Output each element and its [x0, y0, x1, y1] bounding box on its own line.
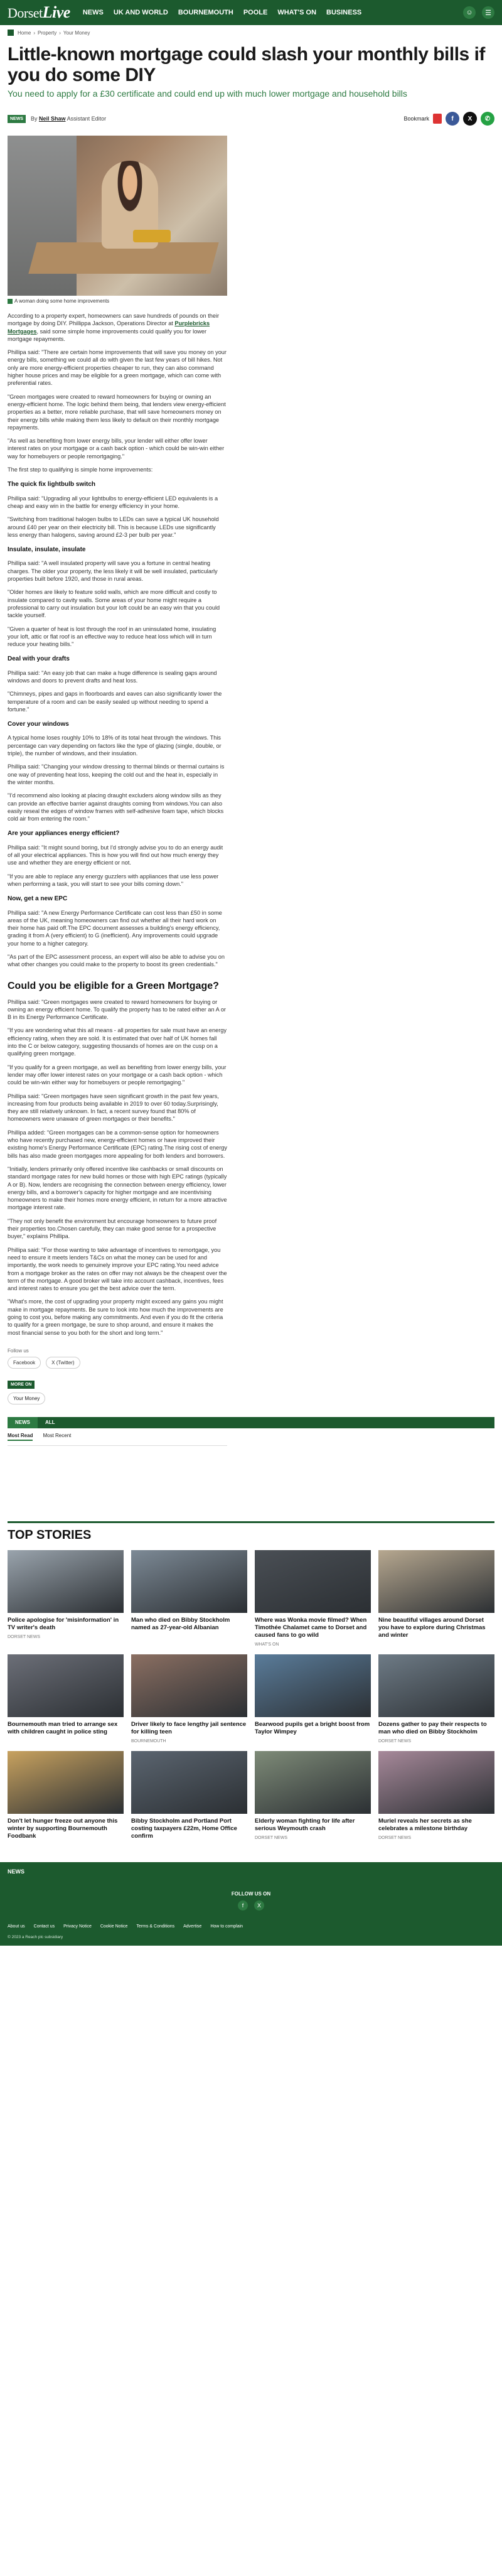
breadcrumb-sep: › [59, 30, 61, 36]
footer-link[interactable]: How to complain [210, 1924, 243, 1929]
tab-all[interactable]: ALL [45, 1419, 55, 1425]
story-card[interactable] [378, 1550, 494, 1647]
paragraph: The first step to qualifying is simple home improvements: [8, 466, 153, 473]
image-caption: A woman doing some home improvements [8, 296, 227, 306]
footer-link[interactable]: Privacy Notice [63, 1924, 92, 1929]
site-header [0, 0, 502, 25]
article-title: Little-known mortgage could slash your monthly bills if you do some DIY [8, 44, 485, 85]
paragraph: Phillipa added: "Green mortgages can be a common-sense option for homeowners who have recently purchased new, energy-efficient homes or have improved their existing home's Energy Performance Certificate (EPC) rating.The rising cost of energy bills has also made green mortgages more appealing for both lenders and borrowers. [8, 1129, 228, 1159]
author-role: Assistant Editor [67, 116, 107, 122]
story-card[interactable] [378, 1654, 494, 1743]
paragraph: "Switching from traditional halogen bulbs to LEDs can save a typical UK household around £40 per year on their electricity bill. This is because LEDs use significantly less energy than halogens, saving around £2-3 per bulb per year." [8, 516, 219, 538]
x-share-icon[interactable]: X [463, 112, 477, 126]
breadcrumb-property[interactable]: Property [38, 30, 57, 36]
story-source: DORSET NEWS [378, 1835, 411, 1840]
tab-most-recent[interactable]: Most Recent [43, 1432, 72, 1438]
footer-links [8, 1924, 494, 1929]
story-thumbnail[interactable] [378, 1654, 494, 1717]
user-icon[interactable]: ☺ [463, 6, 476, 19]
tab-news[interactable]: NEWS [8, 1417, 38, 1428]
story-card[interactable] [131, 1550, 247, 1647]
copyright: © 2023 a Reach plc subsidiary [8, 1934, 63, 1939]
story-source: DORSET NEWS [8, 1634, 40, 1639]
story-title[interactable]: Nine beautiful villages around Dorset you have to explore during Christmas and winter [378, 1616, 486, 1639]
section-heading: Are your appliances energy efficient? [8, 830, 120, 838]
author-info [31, 116, 403, 122]
topic-tag[interactable]: Your Money [8, 1393, 45, 1404]
story-title[interactable]: Bibby Stockholm and Portland Port costing taxpayers £22m, Home Office confirm [131, 1817, 237, 1840]
story-title[interactable]: Elderly woman fighting for life after serious Weymouth crash [255, 1817, 355, 1832]
paragraph: "Older homes are likely to feature solid walls, which are more difficult and costly to insulate compared to cavity walls. Some areas of your home might require a professional to carry out insulation but your loft could be an easy win that you could tackle yourself. [8, 589, 220, 619]
paragraph: Phillipa said: "Upgrading all your lightbulbs to energy-efficient LED equivalents is a cheap and easy win in the battle for energy efficiency in your home. [8, 495, 218, 509]
story-card[interactable] [255, 1654, 371, 1743]
paragraph: "I'd recommend also looking at placing draught excluders along window sills as they can provide an effective barrier against draughts coming from windows.You can also easily reseal the edges of window frames with self-adhesive foam tape, which blocks cold air from entering the room." [8, 792, 224, 822]
nav-item-uk-world[interactable]: UK AND WORLD [113, 9, 168, 16]
story-thumbnail[interactable] [255, 1751, 371, 1814]
facebook-icon[interactable]: f [238, 1900, 248, 1910]
paragraph: "If you qualify for a green mortgage, as well as benefiting from lower energy bills, your lender may offer lower interest rates on your mortgage or a cash back option - which could be win-win either way for homebuyers or people remortgaging." [8, 1064, 227, 1086]
breadcrumb-home[interactable]: Home [18, 30, 31, 36]
article-subtitle: You need to apply for a £30 certificate and could end up with much lower mortgage and household bills [8, 89, 407, 99]
follow-label: Follow us [8, 1347, 29, 1354]
site-footer [0, 1862, 502, 1946]
facebook-share-icon[interactable]: f [446, 112, 459, 126]
section-heading: The quick fix lightbulb switch [8, 481, 96, 488]
breadcrumb-sep: › [33, 30, 36, 36]
footer-link[interactable]: Terms & Conditions [136, 1924, 175, 1929]
section-heading: Cover your windows [8, 721, 69, 728]
paragraph: Phillipa said: "A new Energy Performance Certificate can cost less than £50 in some areas of the UK, meaning homeowners can find out whether all their hard work on their home has paid off.The EPC document assesses a building's energy efficiency, grading it from A (very efficient) to G (inefficient). Any improvements could upgrade your home to a higher category. [8, 909, 222, 947]
main-nav [83, 9, 463, 16]
paragraph: "Green mortgages were created to reward homeowners for buying or owning an energy-efficient home. The logic behind them being, that lenders view energy-efficient properties as a better, more reliable purchase, that will save homeowners money on their energy bills while making them less likely to default on their monthly mortgage repayments. [8, 393, 226, 431]
paragraph: "If you are able to replace any energy guzzlers with appliances that use less power when performing a task, you will start to see your bills coming down." [8, 873, 219, 887]
footer-link[interactable]: Contact us [33, 1924, 55, 1929]
footer-section-title[interactable]: NEWS [8, 1868, 24, 1875]
share-bar [403, 112, 494, 126]
bookmark-label: Bookmark [403, 116, 429, 122]
whatsapp-share-icon[interactable]: ✆ [481, 112, 494, 126]
purplebricks-link[interactable]: Purplebricks Mortgages [8, 320, 210, 335]
footer-link[interactable]: About us [8, 1924, 25, 1929]
follow-facebook-button[interactable]: Facebook [8, 1357, 41, 1369]
story-title[interactable]: Bournemouth man tried to arrange sex with children caught in police sting [8, 1720, 118, 1735]
nav-item-poole[interactable]: POOLE [243, 9, 268, 16]
paragraph: "What's more, the cost of upgrading your property might exceed any gains you might make in mortgage repayments. Be sure to look into how much the improvements are going to cost you, before making any commitments. And even if you do fit the criteria to qualify for a green mortgage, be sure to shop around, and ensure it makes the most financial sense to you both for the short and long term." [8, 1298, 223, 1336]
home-icon [8, 30, 14, 36]
nav-item-bournemouth[interactable]: BOURNEMOUTH [178, 9, 233, 16]
footer-follow-label: FOLLOW US ON [231, 1890, 271, 1897]
read-tabs [8, 1428, 227, 1446]
bookmark-icon[interactable] [433, 114, 442, 124]
paragraph: Phillipa said: "Green mortgages were created to reward homeowners for buying or owning an energy efficient home. To qualify the property has to be rated either an A or B in its Energy Performance Certificate. [8, 998, 226, 1021]
story-card[interactable] [131, 1751, 247, 1843]
paragraph: Phillipa said: "Changing your window dressing to thermal blinds or thermal curtains is one way of preventing heat loss, keeping the cold out and the heat in, especially in the winter months. [8, 763, 225, 785]
follow-twitter-button[interactable]: X (Twitter) [46, 1357, 80, 1369]
footer-link[interactable]: Cookie Notice [100, 1924, 128, 1929]
story-source: WHAT'S ON [255, 1642, 279, 1647]
paragraph: "Given a quarter of heat is lost through the roof in an uninsulated home, insulating your loft, attic or flat roof is an effective way to reduce heat loss which will in turn reduce your heating bills." [8, 625, 216, 648]
nav-item-business[interactable]: BUSINESS [326, 9, 362, 16]
story-source: DORSET NEWS [255, 1835, 287, 1840]
story-card[interactable] [8, 1654, 124, 1743]
paragraph: Phillipa said: "For those wanting to take advantage of incentives to remortgage, you need to ensure it meets lenders T&Cs on what the money can be used for and importantly, the work needs to genuinely improve your EPC rating.You need advice from a mortgage broker as the rates on offer may not always be the cheapest over the term of the mortgage. A good broker will take into account cashback, incentives, fees and interest rates to ensure you get the best advice over the term. [8, 1246, 227, 1292]
story-thumbnail[interactable] [8, 1550, 124, 1613]
story-title[interactable]: Man who died on Bibby Stockholm named as 27-year-old Albanian [131, 1616, 230, 1631]
footer-link[interactable]: Advertise [183, 1924, 202, 1929]
story-thumbnail[interactable] [8, 1654, 124, 1717]
paragraph: "They not only benefit the environment but encourage homeowners to future proof their properties too.Chosen carefully, they can make good sense for a prospective buyer," explains Phillipa. [8, 1217, 217, 1240]
nav-item-news[interactable]: NEWS [82, 9, 104, 16]
story-title[interactable]: Don't let hunger freeze out anyone this winter by supporting Bournemouth Foodbank [8, 1817, 118, 1840]
breadcrumb-your-money[interactable]: Your Money [63, 30, 90, 36]
header-icons [463, 6, 494, 19]
section-heading: Now, get a new EPC [8, 895, 68, 903]
news-badge: NEWS [8, 115, 26, 123]
story-thumbnail[interactable] [378, 1751, 494, 1814]
byline [8, 108, 494, 129]
footer-social-icons [8, 1900, 494, 1910]
story-thumbnail[interactable] [255, 1550, 371, 1613]
site-logo[interactable]: DorsetLive [8, 3, 70, 21]
story-thumbnail[interactable] [131, 1751, 247, 1814]
story-source: BOURNEMOUTH [131, 1738, 166, 1743]
paragraph: "Chimneys, pipes and gaps in floorboards and eaves can also significantly lower the temperature of a room and can be easily sealed up without needing to spend a fortune." [8, 691, 222, 713]
story-thumbnail[interactable] [8, 1751, 124, 1814]
story-card[interactable] [255, 1751, 371, 1843]
story-title[interactable]: Bearwood pupils get a bright boost from Taylor Wimpey [255, 1720, 370, 1735]
section-heading: Deal with your drafts [8, 655, 70, 663]
story-thumbnail[interactable] [131, 1550, 247, 1613]
paragraph: Phillipa said: "A well insulated property will save you a fortune in central heating charges. The older your property, the less likely it will be well insulated, particularly properties built before 1920, and those in rural areas. [8, 560, 218, 583]
story-card[interactable] [8, 1751, 124, 1843]
story-title[interactable]: Driver likely to face lengthy jail sentence for killing teen [131, 1720, 247, 1735]
paragraph: Phillipa said: "Green mortgages have seen significant growth in the past few years, increasing from four products being available in 2019 to over 60 today.Surprisingly, they are still relatively unknown. In fact, a recent survey found that 80% of homeowners were unaware of green mortgages or their benefits." [8, 1092, 219, 1123]
tab-most-read[interactable]: Most Read [8, 1433, 33, 1441]
story-thumbnail[interactable] [255, 1654, 371, 1717]
story-card[interactable] [8, 1550, 124, 1647]
story-card[interactable] [131, 1654, 247, 1743]
most-read-list [8, 1446, 227, 1521]
paragraph: Phillipa said: "It might sound boring, but I'd strongly advise you to do an energy audit of all your electrical appliances. This is how you will find out how much energy they use and whether they are energy efficient or not. [8, 844, 223, 866]
story-title[interactable]: Muriel reveals her secrets as she celebrates a milestone birthday [378, 1817, 472, 1832]
story-thumbnail[interactable] [378, 1550, 494, 1613]
paragraph: "Initially, lenders primarily only offered incentive like cashbacks or small discounts on standard mortgage rates for new build homes or those with high EPC ratings (typically A or B). Now, lenders are recognising the connection between energy efficiency, lower energy bills, and a borrower's capacity for higher mortgage and are incentivising homeowners to make their homes more energy efficient, in return for a more attractive mortgage interest rate. [8, 1165, 227, 1211]
story-card[interactable] [378, 1751, 494, 1843]
by-label: By [31, 116, 38, 122]
paragraph: Phillipa said: "An easy job that can make a huge difference is sealing gaps around windows and doors to prevent drafts and heat loss. [8, 669, 217, 684]
paragraph: "As well as benefiting from lower energy bills, your lender will either offer lower interest rates on your mortgage or a cash back option - which could be win-win either way for homebuyers or people remortgaging." [8, 438, 225, 460]
article-body [8, 312, 227, 1337]
author-name[interactable]: Neil Shaw [39, 116, 66, 122]
more-on-label: MORE ON [8, 1381, 35, 1389]
section-heading: Insulate, insulate, insulate [8, 546, 86, 554]
category-tabs [8, 1417, 494, 1428]
story-title[interactable]: Dozens gather to pay their respects to man who died on Bibby Stockholm [378, 1720, 487, 1735]
breadcrumb [0, 25, 502, 40]
more-on [8, 1377, 494, 1404]
paragraph: Phillipa said: "There are certain home improvements that will save you money on your energy bills, something we could all do with given the last few years of bill hikes. Not only are more energy-efficient properties cheaper to run, they can also command higher house prices and may be eligible for a green mortgage, which can come with preferential rates. [8, 349, 227, 387]
menu-icon[interactable]: ☰ [482, 6, 494, 19]
paragraph: "If you are wondering what this all means - all properties for sale must have an energy efficiency rating, when they are sold. It is estimated that over half of UK homes fall into the C or below category, suggesting thousands of homes are on the cusp on a qualifying green mortgage. [8, 1027, 227, 1057]
paragraph: According to a property expert, homeowners can save hundreds of pounds on their mortgage by doing DIY. Phillippa Jackson, Operations Director at Purplebricks Mortgages, said some simple home improvements could qualify you for lower mortgage repayments. [8, 313, 220, 342]
section-heading-large: Could you be eligible for a Green Mortgage? [8, 980, 219, 991]
story-title[interactable]: Where was Wonka movie filmed? When Timothée Chalamet came to Dorset and caused fans to go wild [255, 1616, 367, 1639]
x-icon[interactable]: X [254, 1900, 264, 1910]
story-card[interactable] [255, 1550, 371, 1647]
hero-figure [8, 136, 494, 306]
story-thumbnail[interactable] [131, 1654, 247, 1717]
top-stories-grid [8, 1550, 494, 1843]
story-source: DORSET NEWS [378, 1738, 411, 1743]
follow-us [8, 1348, 494, 1369]
article-main [0, 44, 502, 1521]
top-stories [0, 1521, 502, 1843]
nav-item-whats-on[interactable]: WHAT'S ON [277, 9, 317, 16]
hero-image [8, 136, 227, 296]
top-stories-title: TOP STORIES [8, 1521, 494, 1543]
story-title[interactable]: Police apologise for 'misinformation' in TV writer's death [8, 1616, 119, 1631]
paragraph: "As part of the EPC assessment process, an expert will also be able to advise you on what other changes you could make to the property to boost its green credentials." [8, 954, 225, 968]
paragraph: A typical home loses roughly 10% to 18% of its total heat through the windows. This percentage can vary depending on factors like the type of glazing (single, double, or triple), the number of windows, and their insulation. [8, 735, 222, 757]
camera-icon [8, 299, 13, 304]
